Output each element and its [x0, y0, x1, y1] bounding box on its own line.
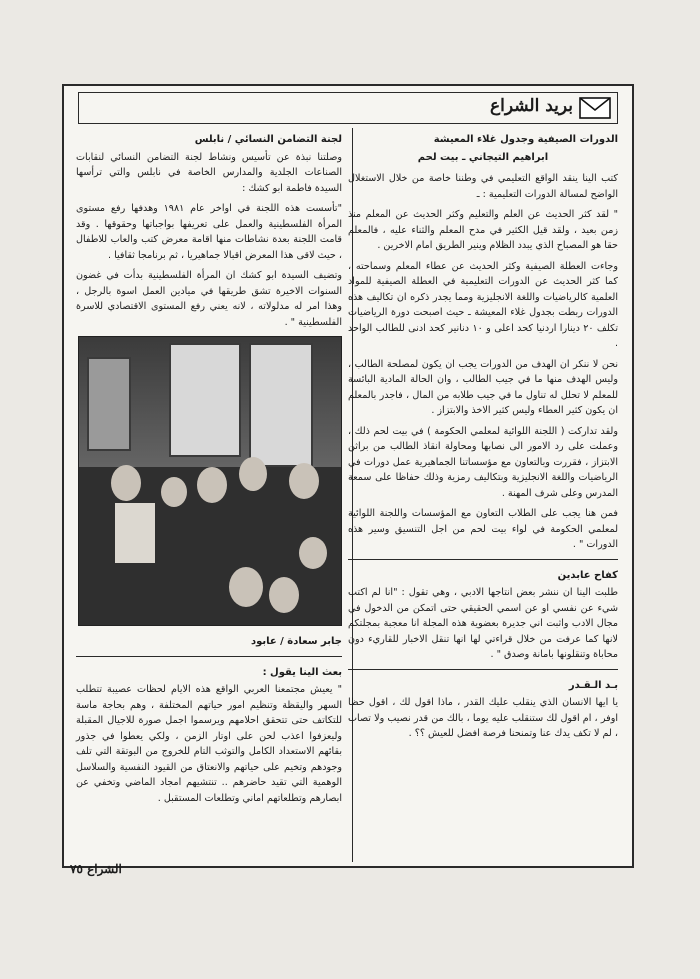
letter-paragraph: "تأسست هذه اللجنة في اواخر عام ١٩٨١ وهدفها رفع مستوى المرأة الفلسطينية والعمل على تعريفها بواجباتها وحقوقها . وقد قامت اللجنة بعدة نشاطات منها اقامة معرض كتب والعاب للاطفال ، حيث لاقى هذا المعرض اقبالا جماهيريا ، ثم برنامجا ثقافيا . — [76, 203, 342, 261]
children-photo — [78, 336, 342, 626]
right-column — [348, 132, 618, 747]
letter-paragraph: يا ايها الانسان الذي ينقلب عليك القدر ، ماذا اقول لك ، اقول حظا اوفر ، ام اقول لك ستنقلب عليه يوما ، بالك من قدر نصيب ولا تصاب ، لم لا تكف يدك عنا وتمنحنا فرصة افضل للعيش ؟؟ . — [348, 697, 618, 739]
page-number: الشراع ٧٥ — [70, 862, 122, 876]
left-column — [76, 132, 342, 811]
letter-title: لجنة التضامن النسائي / نابلس — [194, 134, 342, 145]
letter-paragraph: فمن هنا يجب على الطلاب التعاون مع المؤسسات واللجنة اللوائية لمعلمي الحكومة في لواء بيت لحم من اجل التنسيق وسير هذه الدورات " . — [348, 508, 618, 550]
section-rule — [348, 669, 618, 670]
letter-paragraph: " لقد كثر الحديث عن العلم والتعليم وكثر الحديث عن المعلم منذ زمن بعيد ، ولقد قيل الكثير في مدح المعلم والثناء عليه ، فالمعلم حقا هو المصباح الذي يبدد الظلام وينير الطريق امام الاخرين . — [348, 209, 618, 251]
letter-subtitle: بعث الينا يقول : — [262, 666, 342, 678]
letter-paragraph: طلبت الينا ان ننشر بعض انتاجها الادبي ، وهي تقول : "انا لم اكتب شيء عن نفسي او عن اسمي الحقيقي حتى اتمكن من الدخول في مجال الادب واثبت اني جديرة بعضوية هذه المجلة انا معجبة بمجلتكم لانها كما عرفت من خلال قراءتي لها انها تنقل الاخبار للقاريء دون محاباة وتنقلونها بامانة وصدق " . — [348, 587, 618, 660]
letters-page-frame — [62, 84, 634, 868]
letter-paragraph: ولقد تداركت ( اللجنة اللوائية لمعلمي الحكومة ) في بيت لحم ذلك ، وعملت على رد الامور الى نصابها ومحاولة انقاذ الطالب من براثن الابتزاز ، فقررت وبالتعاون مع مؤسساتنا الجماهيرية عمل دورات في الرياضيات واللغة الانجليزية وبتكاليف رمزية وذلك حفاظا على سمعة المدرس وعلى شرف المهنة . — [348, 425, 618, 499]
letter-title: الدورات الصيفية وجدول غلاء المعيشة — [433, 134, 618, 145]
background-bleed-text: ​ — [5, 150, 15, 214]
letter-paragraph: كتب الينا ينقد الواقع التعليمي في وطننا خاصة من خلال الاستغلال الواضح لمسالة الدورات التعليمية : ـ — [348, 173, 618, 200]
letter-title: كفاح عابدين — [557, 569, 618, 581]
letter-paragraph: وجاءت العطلة الصيفية وكثر الحديث عن عطاء المعلم وسماحته ، كما كثر الحديث عن الدورات التعليمية في العطلة الصيفية للمواد العلمية كالرياضيات واللغة الانجليزية ومما يجدر ذكره ان تكاليف هذه الدورات ربطت بجدول غلاء المعيشة ـ حيث اصبحت دورة الرياضيات تكلف ٢٠ دينارا اردنيا كحد اعلى و ١٠ دنانير كحد ادنى للطالب الواحد . — [348, 260, 619, 349]
letter-paragraph: وتضيف السيدة ابو كشك ان المرأة الفلسطينية بدأت في غضون السنوات الاخيرة تشق طريقها في ميادين العمل اسوة بالرجل ، وهذا امر له مدلولاته ، لانه يعني رفع المستوى الاقتصادي للاسرة الفلسطينية " . — [76, 270, 342, 328]
letter-byline: ابراهيم التيجاني ـ بيت لحم — [417, 151, 549, 163]
letter-paragraph: وصلتنا نبذة عن تأسيس ونشاط لجنة التضامن النسائي لنقابات الصناعات الجلدية والمدارس الخاصة في نابلس والتي ترأسها السيدة فاطمة ابو كشك : — [76, 151, 342, 194]
letter-title: بـد الـقـدر — [568, 679, 618, 691]
section-rule — [76, 656, 342, 657]
letter-paragraph: " يعيش مجتمعنا العربي الواقع هذه الايام لحظات عصيبة تتطلب السهر واليقظة وتنظيم امور حياتهم المختلفة ، وهم بحاجة ماسة للتكاتف حتى تتحقق احلامهم ويرسموا اجمل صورة للاجيال المقبلة وليعزفوا اعذب لحن على اوتار الزمن ، ولكي يعطوا في جذور بقائهم الاستعداد الكامل والتوثب التام للخروج من البوتقة التي تلف وجودهم وتخيم على حياتهم والانعتاق من القيود النفسية والسلاسل الوهمية التي تقيد حاضرهم .. تنتشيهم امجاد الماضي وتخفي عن ابصارهم وتطلعاتهم اماني وتطلعات المستقبل . — [76, 684, 342, 804]
letter-paragraph: نحن لا ننكر ان الهدف من الدورات يجب ان يكون لمصلحة الطالب ، وليس الهدف منها ما في جيب الطالب ، وان الحالة المادية البائسة للمعلم لا تحلل له تناول ما في جيب طلابه من المال ، فاجدر بالمعلم ان يكون كثير العطاء وليس كثير الاخذ والابتزاز . — [348, 358, 618, 416]
page-header — [78, 92, 618, 124]
envelope-icon — [579, 97, 611, 119]
page-title: بريد الشراع — [490, 96, 573, 116]
letter-title: جابر سعادة / عابود — [250, 636, 342, 647]
section-rule — [348, 559, 618, 560]
